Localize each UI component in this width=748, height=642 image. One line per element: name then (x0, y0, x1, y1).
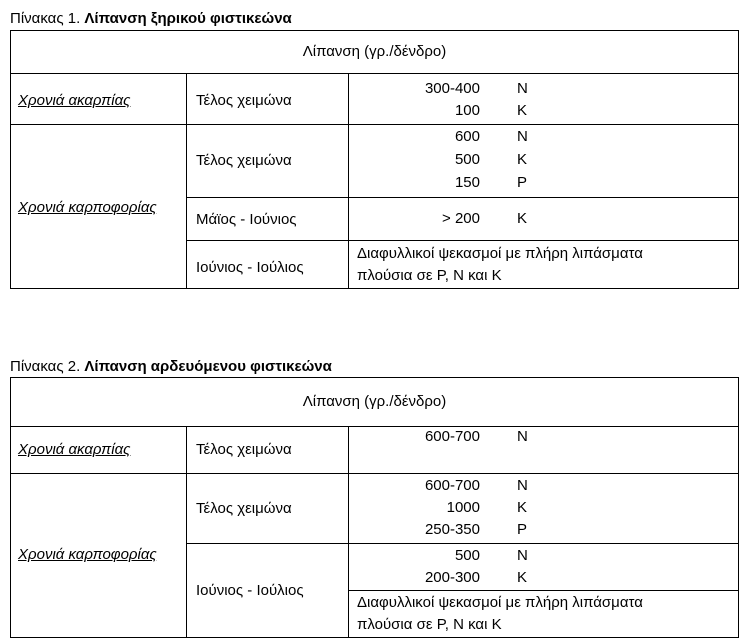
table1-k1-nutrient-1: N (517, 128, 528, 145)
table1-karpoforia-label: Χρονιά καρποφορίας (18, 199, 157, 216)
table1-caption-prefix: Πίνακας 1. (10, 10, 81, 27)
table1-header: Λίπανση (γρ./δένδρο) (302, 43, 447, 60)
table1-k1-amount-2: 500 (454, 151, 480, 168)
table2-k1-amount-3: 250-350 (424, 521, 480, 538)
table2-akarpia-nutrient-1: N (517, 428, 528, 445)
table1-k1-time: Τέλος χειμώνα (196, 152, 292, 169)
table2-k1-nutrient-3: P (517, 521, 528, 538)
table1-k2-nutrient-1: K (517, 210, 528, 227)
table1-k3-note-line2: πλούσια σε P, N και K (357, 267, 502, 284)
table2-akarpia-amount-1: 600-700 (424, 428, 480, 445)
table2-k2-amount-1: 500 (454, 547, 480, 564)
table2-k1-nutrient-1: N (517, 477, 528, 494)
table1-k1-amount-3: 150 (454, 174, 480, 191)
table2-k1-amount-1: 600-700 (424, 477, 480, 494)
table2-k2-note-line2: πλούσια σε P, N και K (357, 616, 502, 633)
table1-akarpia-amount-1: 300-400 (424, 80, 480, 97)
table2-karpoforia-label: Χρονιά καρποφορίας (18, 546, 157, 563)
table1-k1-nutrient-3: P (517, 174, 528, 191)
table1-akarpia-label: Χρονιά ακαρπίας (18, 92, 131, 109)
table2-k2-time: Ιούνιος - Ιούλιος (196, 582, 304, 599)
table2-caption-prefix: Πίνακας 2. (10, 358, 81, 375)
table1-k1-amount-1: 600 (454, 128, 480, 145)
table2-caption (10, 358, 332, 376)
table1-caption (10, 10, 292, 28)
table1-k2-time: Μάϊος - Ιούνιος (196, 211, 297, 228)
table1-k2-amount-1: > 200 (442, 210, 480, 227)
table1-akarpia-nutrient-2: K (517, 102, 528, 119)
table2-k2-note-line1: Διαφυλλικοί ψεκασμοί με πλήρη λιπάσματα (357, 594, 643, 611)
table2-k1-amount-2: 1000 (446, 499, 480, 516)
table1-k3-time: Ιούνιος - Ιούλιος (196, 259, 304, 276)
table1-akarpia-nutrient-1: N (517, 80, 528, 97)
table1-caption-title: Λίπανση ξηρικού φιστικεώνα (84, 10, 292, 27)
table1-k3-note-line1: Διαφυλλικοί ψεκασμοί με πλήρη λιπάσματα (357, 245, 643, 262)
table2-header: Λίπανση (γρ./δένδρο) (302, 393, 447, 410)
table1-k1-nutrient-2: K (517, 151, 528, 168)
table2-akarpia-time: Τέλος χειμώνα (196, 441, 292, 458)
table1-akarpia-amount-2: 100 (454, 102, 480, 119)
table2-caption-title: Λίπανση αρδευόμενου φιστικεώνα (84, 358, 332, 375)
table2-akarpia-label: Χρονιά ακαρπίας (18, 441, 131, 458)
table1-akarpia-time: Τέλος χειμώνα (196, 92, 292, 109)
table2-k1-nutrient-2: K (517, 499, 528, 516)
table2-k1-time: Τέλος χειμώνα (196, 500, 292, 517)
table2-k2-amount-2: 200-300 (424, 569, 480, 586)
table2-k2-nutrient-1: N (517, 547, 528, 564)
table2-k2-nutrient-2: K (517, 569, 528, 586)
